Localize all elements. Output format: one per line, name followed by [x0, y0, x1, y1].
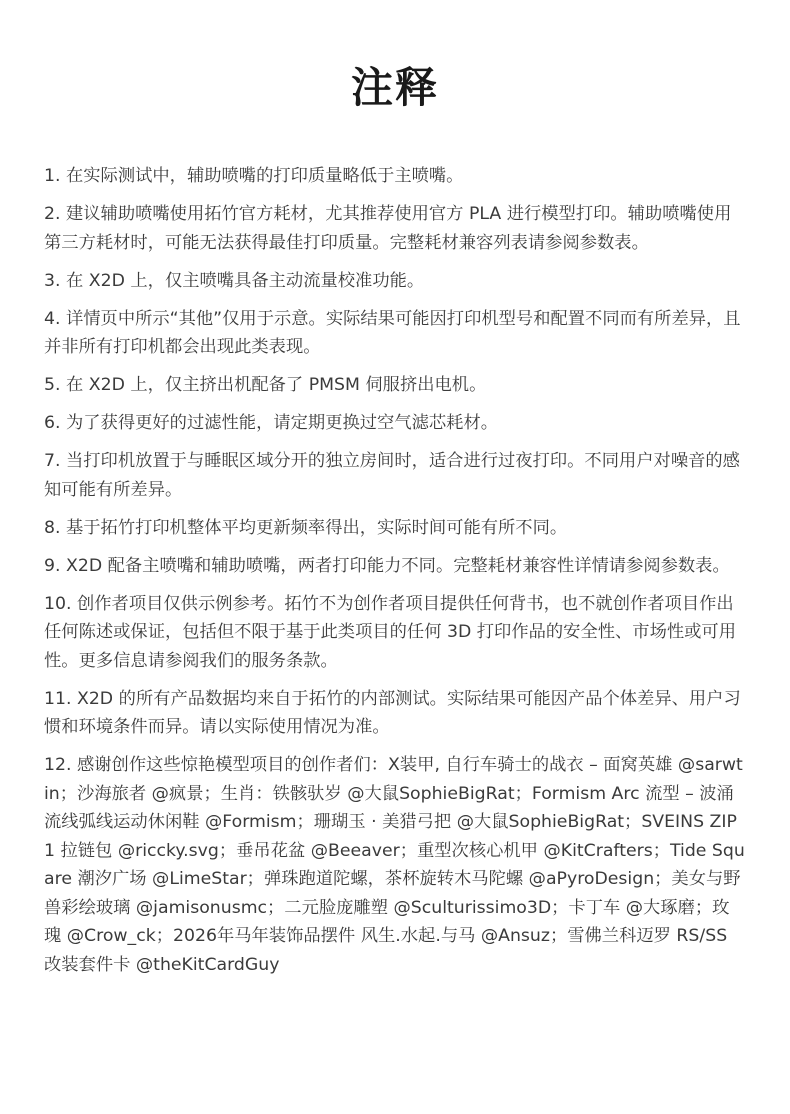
note-9: 9. X2D 配备主喷嘴和辅助喷嘴，两者打印能力不同。完整耗材兼容性详情请参阅参数表。: [44, 555, 730, 576]
note-5: 5. 在 X2D 上，仅主挤出机配备了 PMSM 伺服挤出电机。: [44, 375, 487, 395]
note-3: 3. 在 X2D 上，仅主喷嘴具备主动流量校准功能。: [44, 270, 425, 291]
page-title: 注释: [350, 63, 439, 112]
notes-list: [44, 162, 746, 979]
note-11: 11. X2D 的所有产品数据均来自于拓竹的内部测试。实际结果可能因产品个体差异、用户习惯和环境条件而异。请以实际使用情况为准。: [44, 688, 741, 737]
note-10: 10. 创作者项目仅供示例参考。拓竹不为创作者项目提供任何背书，也不就创作者项目作出任何陈述或保证，包括但不限于基于此类项目的任何 3D 打印作品的安全性、市场性或可用性。更多信息请参阅我们的服务条款。: [44, 593, 736, 671]
note-1: 1. 在实际测试中，辅助喷嘴的打印质量略低于主喷嘴。: [44, 166, 464, 186]
note-8: 8. 基于拓竹打印机整体平均更新频率得出，实际时间可能有所不同。: [44, 517, 568, 538]
note-7: 7. 当打印机放置于与睡眠区域分开的独立房间时，适合进行过夜打印。不同用户对噪音的感知可能有所差异。: [44, 451, 740, 500]
note-12-credits: 12. 感谢创作这些惊艳模型项目的创作者们：X装甲, 自行车骑士的战衣 – 面窝英雄 @sarwtin；沙海旅者 @疯景；生肖：铁骸驮岁 @大鼠SophieBigRat；Formism Arc 流型 – 波涌流线弧线运动休闲鞋 @Formism；珊瑚玉 · 美猎弓把 @大鼠SophieBigRat；SVEINS ZIP 1 拉链包 @riccky.svg；垂吊花盆 @Beeaver；重型次核心机甲 @KitCrafters；Tide Square 潮汐广场 @LimeStar；弹珠跑道陀螺，茶杯旋转木马陀螺 @aPyroDesign；美女与野兽彩绘玻璃 @jamisonusmc；二元脸庞雕塑 @Sculturissimo3D；卡丁车 @大琢磨；玫瑰 @Crow_ck；2026年马年装饰品摆件 风生.水起.与马 @Ansuz；雪佛兰科迈罗 RS/SS 改装套件卡 @theKitCardGuy: [44, 755, 745, 975]
note-4: 4. 详情页中所示“其他”仅用于示意。实际结果可能因打印机型号和配置不同而有所差异，且并非所有打印机都会出现此类表现。: [44, 308, 741, 357]
note-2: 2. 建议辅助喷嘴使用拓竹官方耗材，尤其推荐使用官方 PLA 进行模型打印。辅助喷嘴使用第三方耗材时，可能无法获得最佳打印质量。完整耗材兼容列表请参阅参数表。: [44, 204, 732, 253]
note-6: 6. 为了获得更好的过滤性能，请定期更换过空气滤芯耗材。: [44, 413, 499, 433]
